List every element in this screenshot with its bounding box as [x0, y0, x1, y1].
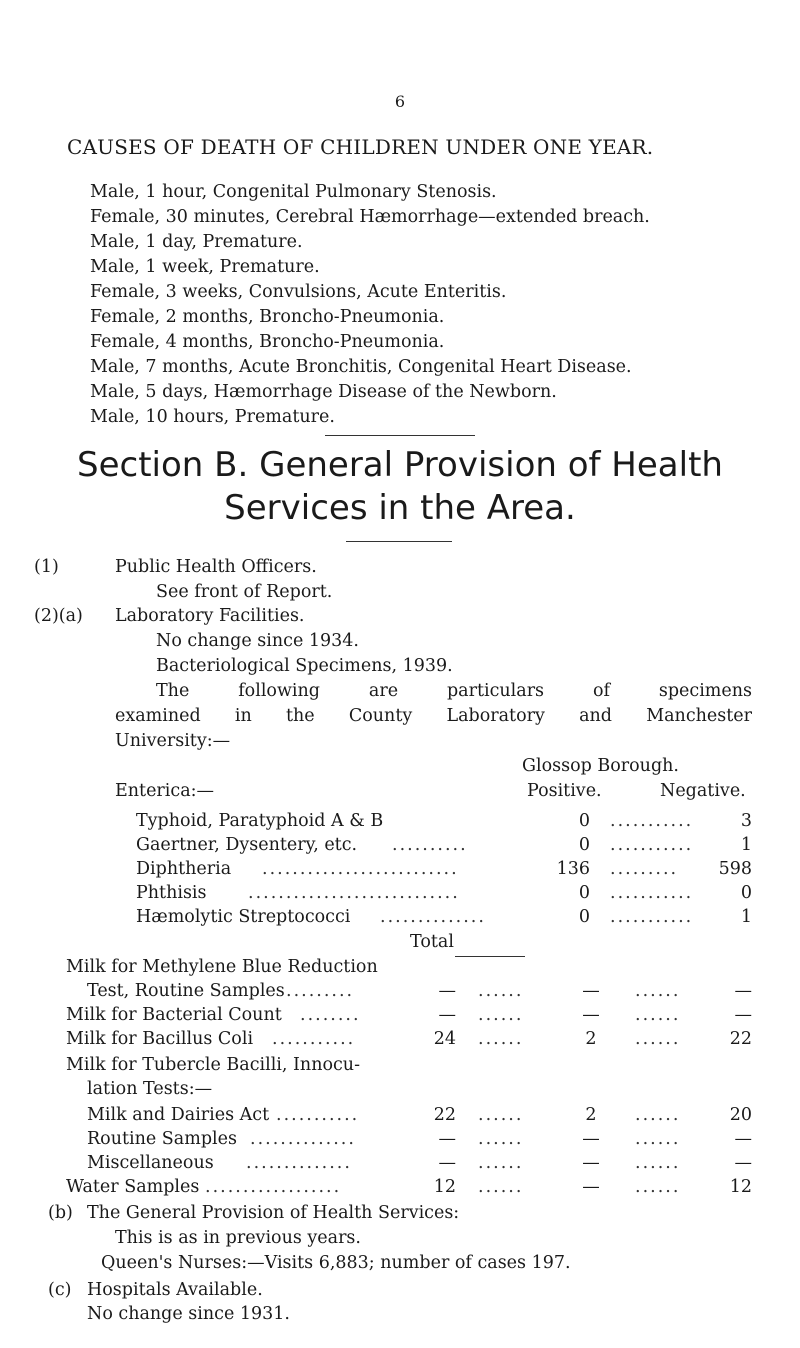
item-text: Queen's Nurses:—Visits 6,883; number of cases 197. — [101, 1253, 571, 1273]
item-title: Hospitals Available. — [87, 1280, 263, 1300]
value-b: — — [734, 981, 752, 1001]
paragraph-line: The following are particulars of specimens — [156, 681, 752, 701]
leader-dots: .............. — [250, 1129, 356, 1149]
death-entry: Male, 1 hour, Congenital Pulmonary Stenosis. — [90, 182, 497, 202]
value-a: — — [582, 1177, 600, 1197]
row-label: Gaertner, Dysentery, etc. — [136, 835, 358, 855]
divider-rule — [325, 435, 475, 436]
leader-dots: ...... — [635, 1153, 681, 1173]
leader-dots: ...... — [635, 1129, 681, 1149]
death-entry: Male, 7 months, Acute Bronchitis, Congenital Heart Disease. — [90, 357, 632, 377]
group-header: Glossop Borough. — [522, 756, 679, 776]
item-number: (b) — [48, 1203, 73, 1223]
leader-dots: .................. — [205, 1177, 342, 1197]
death-entry: Female, 2 months, Broncho-Pneumonia. — [90, 307, 445, 327]
value-b: — — [734, 1129, 752, 1149]
paragraph-line: University:— — [115, 731, 231, 751]
total-value: — — [438, 981, 456, 1001]
leader-dots: ...... — [478, 1153, 524, 1173]
negative-value: 3 — [740, 811, 752, 831]
leader-dots: ........... — [610, 811, 694, 831]
leader-dots: .............. — [380, 907, 486, 927]
row-label: Milk and Dairies Act — [87, 1105, 270, 1125]
item-text: See front of Report. — [156, 582, 333, 602]
death-entry: Male, 1 week, Premature. — [90, 257, 320, 277]
leader-dots: ...... — [635, 981, 681, 1001]
column-header-total: Total — [410, 932, 454, 952]
total-value: 24 — [433, 1029, 456, 1049]
positive-value: 0 — [578, 907, 590, 927]
leader-dots: ........... — [610, 883, 694, 903]
total-value: — — [438, 1153, 456, 1173]
value-b: 12 — [729, 1177, 752, 1197]
leader-dots: ........... — [610, 907, 694, 927]
death-entry: Female, 30 minutes, Cerebral Hæmorrhage—extended breach. — [90, 207, 650, 227]
leader-dots: .......... — [392, 835, 468, 855]
item-title: Public Health Officers. — [115, 557, 317, 577]
row-label: Diphtheria — [136, 859, 232, 879]
leader-dots: ...... — [635, 1177, 681, 1197]
death-entry: Male, 1 day, Premature. — [90, 232, 303, 252]
value-b: 20 — [729, 1105, 752, 1125]
leader-dots: .............. — [246, 1153, 352, 1173]
leader-dots: ...... — [478, 1029, 524, 1049]
value-b: 22 — [729, 1029, 752, 1049]
negative-value: 598 — [718, 859, 752, 879]
row-label: lation Tests:— — [87, 1079, 213, 1099]
row-label: Test, Routine Samples — [87, 981, 285, 1001]
positive-value: 0 — [578, 811, 590, 831]
section-heading-line1: Section B. General Provision of Health — [77, 445, 723, 485]
table-label: Enterica:— — [115, 781, 215, 801]
leader-dots: ...... — [478, 1105, 524, 1125]
death-entry: Female, 3 weeks, Convulsions, Acute Enteritis. — [90, 282, 507, 302]
item-number: (c) — [48, 1280, 72, 1300]
leader-dots: ...... — [478, 1005, 524, 1025]
row-label: Routine Samples — [87, 1129, 237, 1149]
leader-dots: ...... — [635, 1029, 681, 1049]
leader-dots: ............................ — [248, 883, 460, 903]
positive-value: 136 — [556, 859, 590, 879]
row-label: Milk for Methylene Blue Reduction — [66, 957, 378, 977]
item-number: (2)(a) — [34, 606, 83, 626]
item-text: Bacteriological Specimens, 1939. — [156, 656, 453, 676]
leader-dots: ........... — [610, 835, 694, 855]
value-a: — — [582, 1153, 600, 1173]
positive-value: 0 — [578, 883, 590, 903]
leader-dots: ...... — [478, 981, 524, 1001]
negative-value: 1 — [740, 907, 752, 927]
value-a: — — [582, 1005, 600, 1025]
value-b: — — [734, 1153, 752, 1173]
column-header-negative: Negative. — [660, 781, 746, 801]
row-label: Miscellaneous — [87, 1153, 214, 1173]
total-value: 12 — [433, 1177, 456, 1197]
item-text: This is as in previous years. — [115, 1228, 361, 1248]
leader-dots: ...... — [478, 1129, 524, 1149]
row-label: Typhoid, Paratyphoid A & B — [136, 811, 384, 831]
leader-dots: ......... — [610, 859, 679, 879]
item-title: The General Provision of Health Services: — [87, 1203, 460, 1223]
item-text: No change since 1931. — [87, 1304, 290, 1324]
item-text: No change since 1934. — [156, 631, 359, 651]
section-heading-line2: Services in the Area. — [224, 488, 576, 528]
leader-dots: ........... — [272, 1029, 356, 1049]
row-label: Milk for Bacterial Count — [66, 1005, 282, 1025]
row-label: Water Samples — [66, 1177, 200, 1197]
column-header-positive: Positive. — [527, 781, 602, 801]
chapter-title: CAUSES OF DEATH OF CHILDREN UNDER ONE YEAR. — [67, 135, 654, 159]
page-number: 6 — [394, 92, 406, 111]
death-entry: Male, 5 days, Hæmorrhage Disease of the Newborn. — [90, 382, 557, 402]
death-entry: Male, 10 hours, Premature. — [90, 407, 335, 427]
leader-dots: ...... — [478, 1177, 524, 1197]
negative-value: 0 — [740, 883, 752, 903]
item-number: (1) — [34, 557, 59, 577]
value-a: — — [582, 1129, 600, 1149]
value-b: — — [734, 1005, 752, 1025]
leader-dots: ...... — [635, 1105, 681, 1125]
row-label: Milk for Bacillus Coli — [66, 1029, 254, 1049]
positive-value: 0 — [578, 835, 590, 855]
divider-rule — [346, 541, 452, 542]
total-value: 22 — [433, 1105, 456, 1125]
divider-rule — [455, 956, 525, 957]
leader-dots: ........ — [300, 1005, 361, 1025]
paragraph-line: examined in the County Laboratory and Manchester — [115, 706, 752, 726]
item-title: Laboratory Facilities. — [115, 606, 305, 626]
leader-dots: .......................... — [262, 859, 459, 879]
value-a: 2 — [585, 1105, 597, 1125]
leader-dots: ......... — [286, 981, 355, 1001]
negative-value: 1 — [740, 835, 752, 855]
row-label: Milk for Tubercle Bacilli, Innocu- — [66, 1055, 360, 1075]
total-value: — — [438, 1129, 456, 1149]
leader-dots: ........... — [276, 1105, 360, 1125]
value-a: — — [582, 981, 600, 1001]
row-label: Hæmolytic Streptococci — [136, 907, 351, 927]
leader-dots: ...... — [635, 1005, 681, 1025]
total-value: — — [438, 1005, 456, 1025]
value-a: 2 — [585, 1029, 597, 1049]
row-label: Phthisis — [136, 883, 207, 903]
death-entry: Female, 4 months, Broncho-Pneumonia. — [90, 332, 445, 352]
